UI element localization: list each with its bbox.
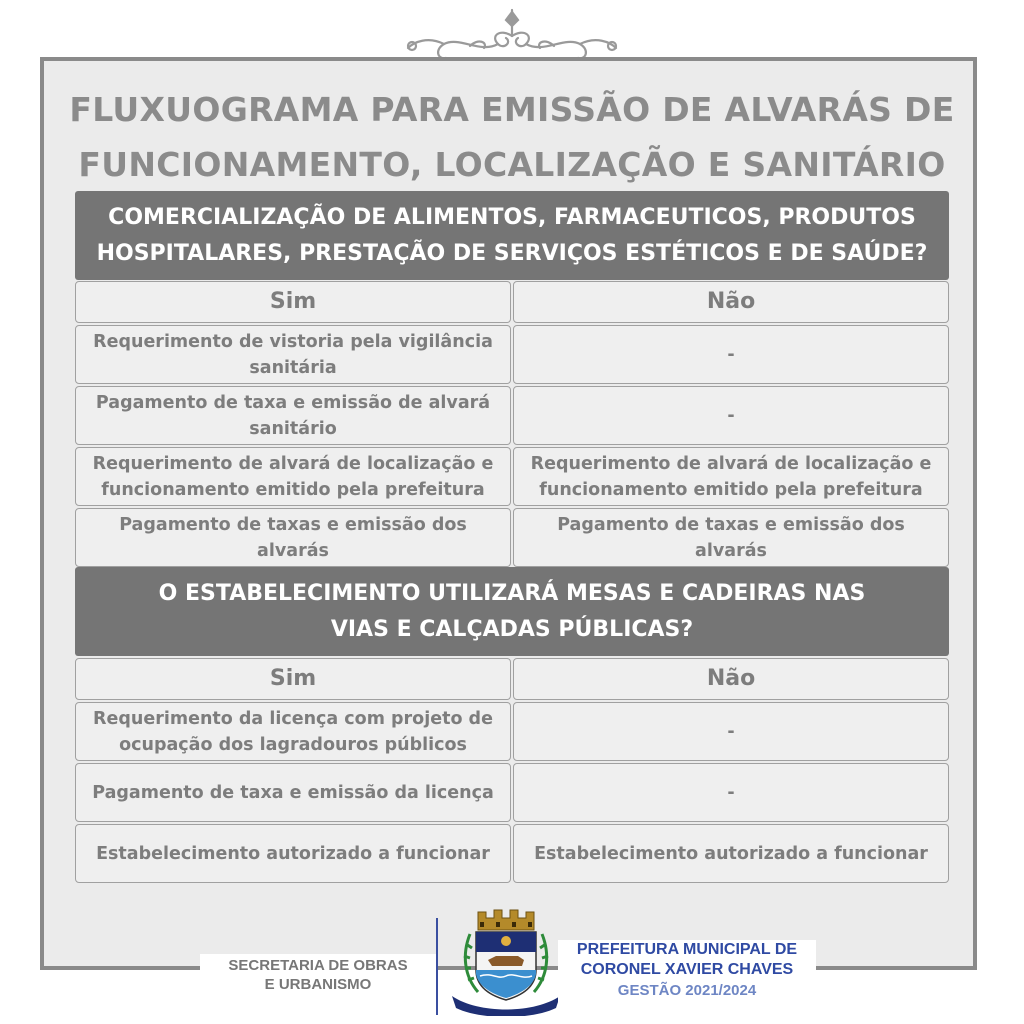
table-cell: - <box>513 386 949 445</box>
flow-table-2 <box>75 658 949 883</box>
table-cell: Requerimento de alvará de localização e funcionamento emitido pela prefeitura <box>513 447 949 506</box>
prefeitura-label <box>558 940 816 1002</box>
footer-divider <box>436 918 438 1015</box>
column-header-sim: Sim <box>75 658 511 700</box>
question-2-banner <box>75 567 949 656</box>
table-cell: Pagamento de taxa e emissão da licença <box>75 763 511 822</box>
title-line-1: FLUXUOGRAMA PARA EMISSÃO DE ALVARÁS DE <box>69 90 955 129</box>
prefeitura-line-2: CORONEL XAVIER CHAVES <box>580 961 794 978</box>
gestao-label: GESTÃO 2021/2024 <box>617 982 757 999</box>
table-cell: Estabelecimento autorizado a funcionar <box>513 824 949 883</box>
table-cell: Pagamento de taxas e emissão dos alvarás <box>513 508 949 567</box>
question-2-line-2: VIAS E CALÇADAS PÚBLICAS? <box>330 617 694 642</box>
secretaria-label <box>200 954 436 996</box>
table-cell: - <box>513 763 949 822</box>
table-cell: Estabelecimento autorizado a funcionar <box>75 824 511 883</box>
table-cell: - <box>513 325 949 384</box>
table-cell: Requerimento de vistoria pela vigilância sanitária <box>75 325 511 384</box>
question-1-line-1: COMERCIALIZAÇÃO DE ALIMENTOS, FARMACEUTICOS, PRODUTOS <box>108 205 916 230</box>
question-2-line-1: O ESTABELECIMENTO UTILIZARÁ MESAS E CADEIRAS NAS <box>158 581 866 606</box>
table-cell: Pagamento de taxas e emissão dos alvarás <box>75 508 511 567</box>
column-header-nao: Não <box>513 658 949 700</box>
column-header-sim: Sim <box>75 281 511 323</box>
prefeitura-line-1: PREFEITURA MUNICIPAL DE <box>576 941 798 958</box>
table-cell: Requerimento da licença com projeto de ocupação dos lagradouros públicos <box>75 702 511 761</box>
title-line-2: FUNCIONAMENTO, LOCALIZAÇÃO E SANITÁRIO <box>78 145 946 184</box>
table-cell: - <box>513 702 949 761</box>
table-cell: Requerimento de alvará de localização e funcionamento emitido pela prefeitura <box>75 447 511 506</box>
municipal-crest-icon <box>448 904 564 1016</box>
question-1-banner <box>75 191 949 280</box>
secretaria-line-1: SECRETARIA DE OBRAS <box>228 957 408 974</box>
table-cell: Pagamento de taxa e emissão de alvará sanitário <box>75 386 511 445</box>
page-title <box>44 82 980 192</box>
flow-table-1 <box>75 281 949 567</box>
secretaria-line-2: E URBANISMO <box>264 976 372 993</box>
question-1-line-2: HOSPITALARES, PRESTAÇÃO DE SERVIÇOS ESTÉTICOS E DE SAÚDE? <box>96 241 928 266</box>
column-header-nao: Não <box>513 281 949 323</box>
